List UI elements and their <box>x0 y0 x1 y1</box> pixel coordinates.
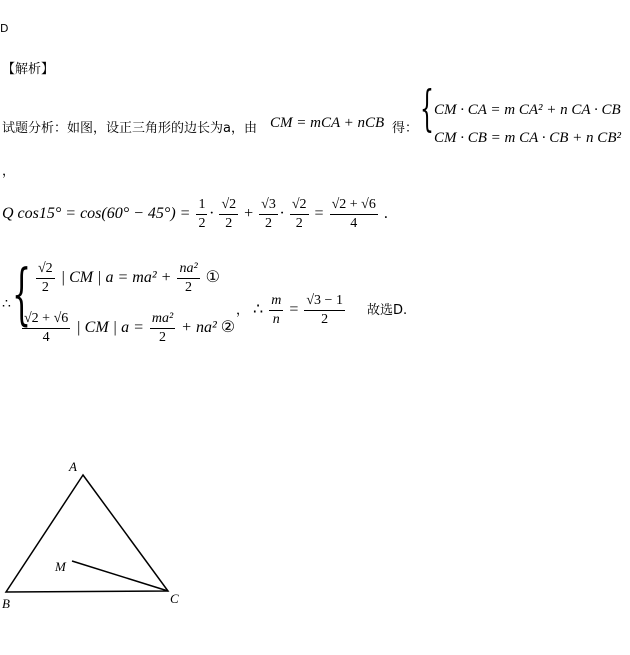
s2l2-mid: | CM | a = <box>76 319 144 337</box>
s2l2-frac: $\frac{√2 + √6}{4}$ <box>24 311 69 345</box>
cos-frac-3: $\frac{√3}{2}$ <box>261 197 276 231</box>
triangle-figure <box>0 455 200 615</box>
system2-brace: { <box>12 257 32 334</box>
concl-frac-val: $\frac{√3 - 1}{2}$ <box>306 293 343 327</box>
cos-line: Q cos15° = cos(60° − 45°) = $\frac{1}{2}$ · $\frac{√2}{2}$ + $\frac{√3}{2}$ · $\frac{√2}{2}$ = $\frac{√2 + √6}{4}$ . <box>2 197 388 231</box>
choose-text: 故选D. <box>366 303 408 319</box>
cos-frac-1: $\frac{1}{2}$ <box>198 197 206 231</box>
label-c: C <box>170 591 179 606</box>
system1-line2: CM · CB = m CA · CB + n CB² <box>434 130 621 146</box>
concl-eq: = <box>289 301 299 319</box>
cos-frac-5: $\frac{√2 + √6}{4}$ <box>331 197 376 231</box>
equals-sign: = <box>314 205 324 223</box>
system1-line1: CM · CA = m CA² + n CA · CB <box>434 102 621 118</box>
label-m: M <box>55 559 66 574</box>
section-title: 【解析】 <box>2 62 55 77</box>
cos-frac-4: $\frac{√2}{2}$ <box>291 197 307 231</box>
cos-frac-2: $\frac{√2}{2}$ <box>221 197 237 231</box>
comma-line: ， <box>2 164 16 179</box>
concl-frac-mn: $\frac{m}{n}$ <box>271 293 282 327</box>
system2-line1 <box>34 260 220 297</box>
cos-lead: Q cos15° = cos(60° − 45°) = <box>2 205 191 223</box>
s2l1-mid: | CM | a = ma² + <box>60 269 172 287</box>
s2l1-frac2: $\frac{\text{na²}}{2}$ <box>179 261 198 295</box>
segment-cm <box>72 561 168 591</box>
s2l1-frac: $\frac{√2}{2}$ <box>38 261 53 295</box>
label-a: A <box>69 459 77 474</box>
plus-sign: + <box>244 205 254 223</box>
vector-equation: CM = mCA + nCB <box>270 115 385 131</box>
intro-text-label: 试题分析：如图，设正三角形的边长为a，由 <box>2 121 257 136</box>
s2l2-tail: + na² <box>181 319 217 337</box>
get-text: 得： <box>392 121 419 136</box>
conclusion <box>236 292 407 329</box>
system1-brace: { <box>420 83 434 138</box>
label-b: B <box>2 596 10 611</box>
intro-text <box>2 117 257 136</box>
cos-tail: . <box>383 205 388 223</box>
triangle-abc <box>6 475 168 592</box>
concl-therefore: ∴ <box>253 301 264 319</box>
s2l1-tag: ① <box>205 269 220 287</box>
s2l2-frac2: $\frac{\text{ma²}}{2}$ <box>151 311 174 345</box>
answer-letter: D <box>0 22 9 35</box>
concl-comma: ， <box>236 303 250 319</box>
therefore-1: ∴ <box>2 296 11 312</box>
s2l2-tag: ② <box>220 319 236 337</box>
system2-line2 <box>20 310 235 347</box>
